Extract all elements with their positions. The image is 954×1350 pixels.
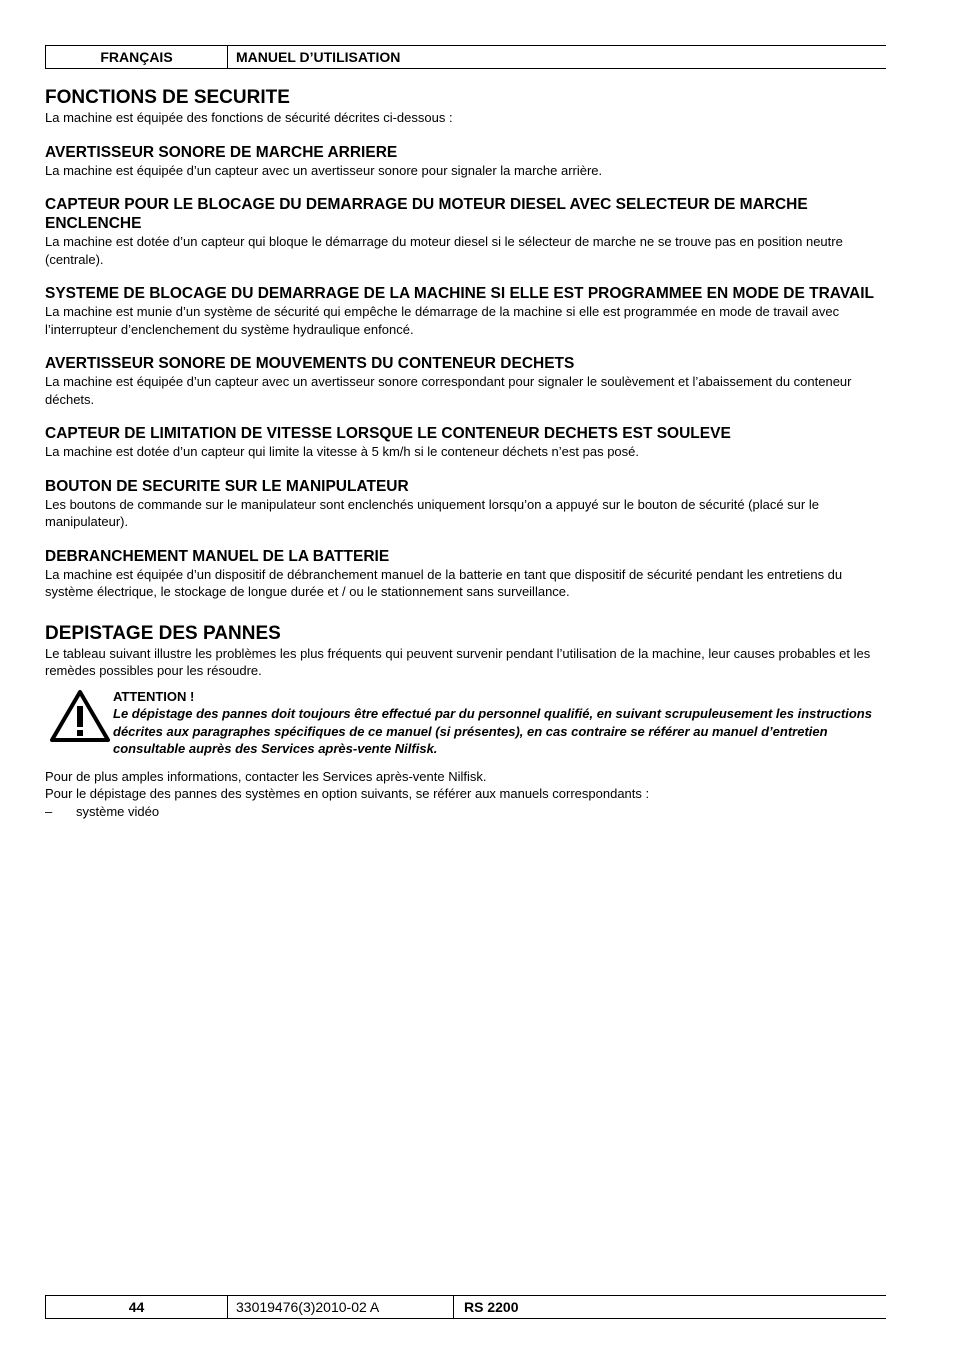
warning-title: ATTENTION ! (113, 688, 195, 704)
safety-item-text: Les boutons de commande sur le manipulateur sont enclenchés uniquement lorsqu’on a appuyé sur le bouton de sécurité (placé sur le manipulateur). (45, 496, 819, 529)
info-line-options: Pour le dépistage des pannes des systèmes en option suivants, se référer aux manuels correspondants : (45, 786, 650, 801)
warning-body: Le dépistage des pannes doit toujours être effectué par du personnel qualifié, en suivant scrupuleusement les instructions décrites aux paragraphes spécifiques de ce manuel (si présentes), en cas contraire se référer au manuel d’entretien consultable auprès des Services après-vente Nilfisk. (113, 706, 872, 756)
info-line-contact: Pour de plus amples informations, contacter les Services après-vente Nilfisk. (45, 768, 487, 784)
page-content (45, 87, 887, 820)
page-header (45, 45, 886, 69)
safety-section-title: FONCTIONS DE SECURITE (45, 87, 290, 108)
safety-item-heading: AVERTISSEUR SONORE DE MARCHE ARRIERE (45, 143, 398, 161)
safety-item-text: La machine est équipée d’un capteur avec un avertisseur sonore correspondant pour signaler le soulèvement et l’abaissement du conteneur déchets. (45, 374, 852, 407)
footer-model: RS 2200 (464, 1299, 519, 1315)
list-item-text: système vidéo (76, 803, 160, 819)
safety-item-text: La machine est équipée d’un dispositif de débranchement manuel de la batterie en tant que dispositif de sécurité pendant les entretiens du système électrique, le stockage de longue durée et / ou le stationnement sans surveillance. (45, 566, 843, 599)
footer-page-number: 44 (45, 1296, 228, 1318)
troubleshooting-intro: Le tableau suivant illustre les problèmes les plus fréquents qui peuvent survenir pendant l’utilisation de la machine, leur causes probables et les remèdes possibles pour les résoudre. (45, 645, 871, 678)
warning-text-block (113, 688, 887, 758)
safety-item-text: La machine est dotée d’un capteur qui bloque le démarrage du moteur diesel si le sélecteur de marche ne se trouve pas en position neutre (centrale). (45, 234, 843, 267)
safety-item-heading: DEBRANCHEMENT MANUEL DE LA BATTERIE (45, 547, 390, 565)
list-dash: – (45, 803, 53, 819)
troubleshooting-section-title: DEPISTAGE DES PANNES (45, 622, 281, 644)
safety-item-heading: BOUTON DE SECURITE SUR LE MANIPULATEUR (45, 477, 409, 495)
safety-intro: La machine est équipée des fonctions de sécurité décrites ci-dessous : (45, 110, 453, 125)
header-manual-title: MANUEL D’UTILISATION (236, 49, 401, 65)
header-language: FRANÇAIS (45, 46, 228, 68)
safety-item-heading: CAPTEUR DE LIMITATION DE VITESSE LORSQUE LE CONTENEUR DECHETS EST SOULEVE (45, 425, 731, 442)
safety-item-text: La machine est dotée d’un capteur qui limite la vitesse à 5 km/h si le conteneur déchets n’est pas posé. (45, 444, 640, 459)
list-item (45, 803, 887, 821)
safety-item-heading: CAPTEUR POUR LE BLOCAGE DU DEMARRAGE DU MOTEUR DIESEL AVEC SELECTEUR DE MARCHE ENCLENCHE (45, 196, 808, 232)
footer-doc-code: 33019476(3)2010-02 A (236, 1296, 454, 1318)
safety-item-heading: AVERTISSEUR SONORE DE MOUVEMENTS DU CONTENEUR DECHETS (45, 355, 575, 372)
warning-box (45, 688, 887, 758)
safety-item-text: La machine est munie d’un système de sécurité qui empêche le démarrage de la machine si elle est programmée en mode de travail avec l’interrupteur d’enclenchement du système hydraulique enfoncé. (45, 304, 840, 337)
warning-triangle-icon (50, 690, 110, 742)
safety-item-heading: SYSTEME DE BLOCAGE DU DEMARRAGE DE LA MACHINE SI ELLE EST PROGRAMMEE EN MODE DE TRAVAIL (45, 285, 875, 302)
page-footer (45, 1295, 886, 1319)
safety-item-text: La machine est équipée d’un capteur avec un avertisseur sonore pour signaler la marche arrière. (45, 162, 603, 178)
